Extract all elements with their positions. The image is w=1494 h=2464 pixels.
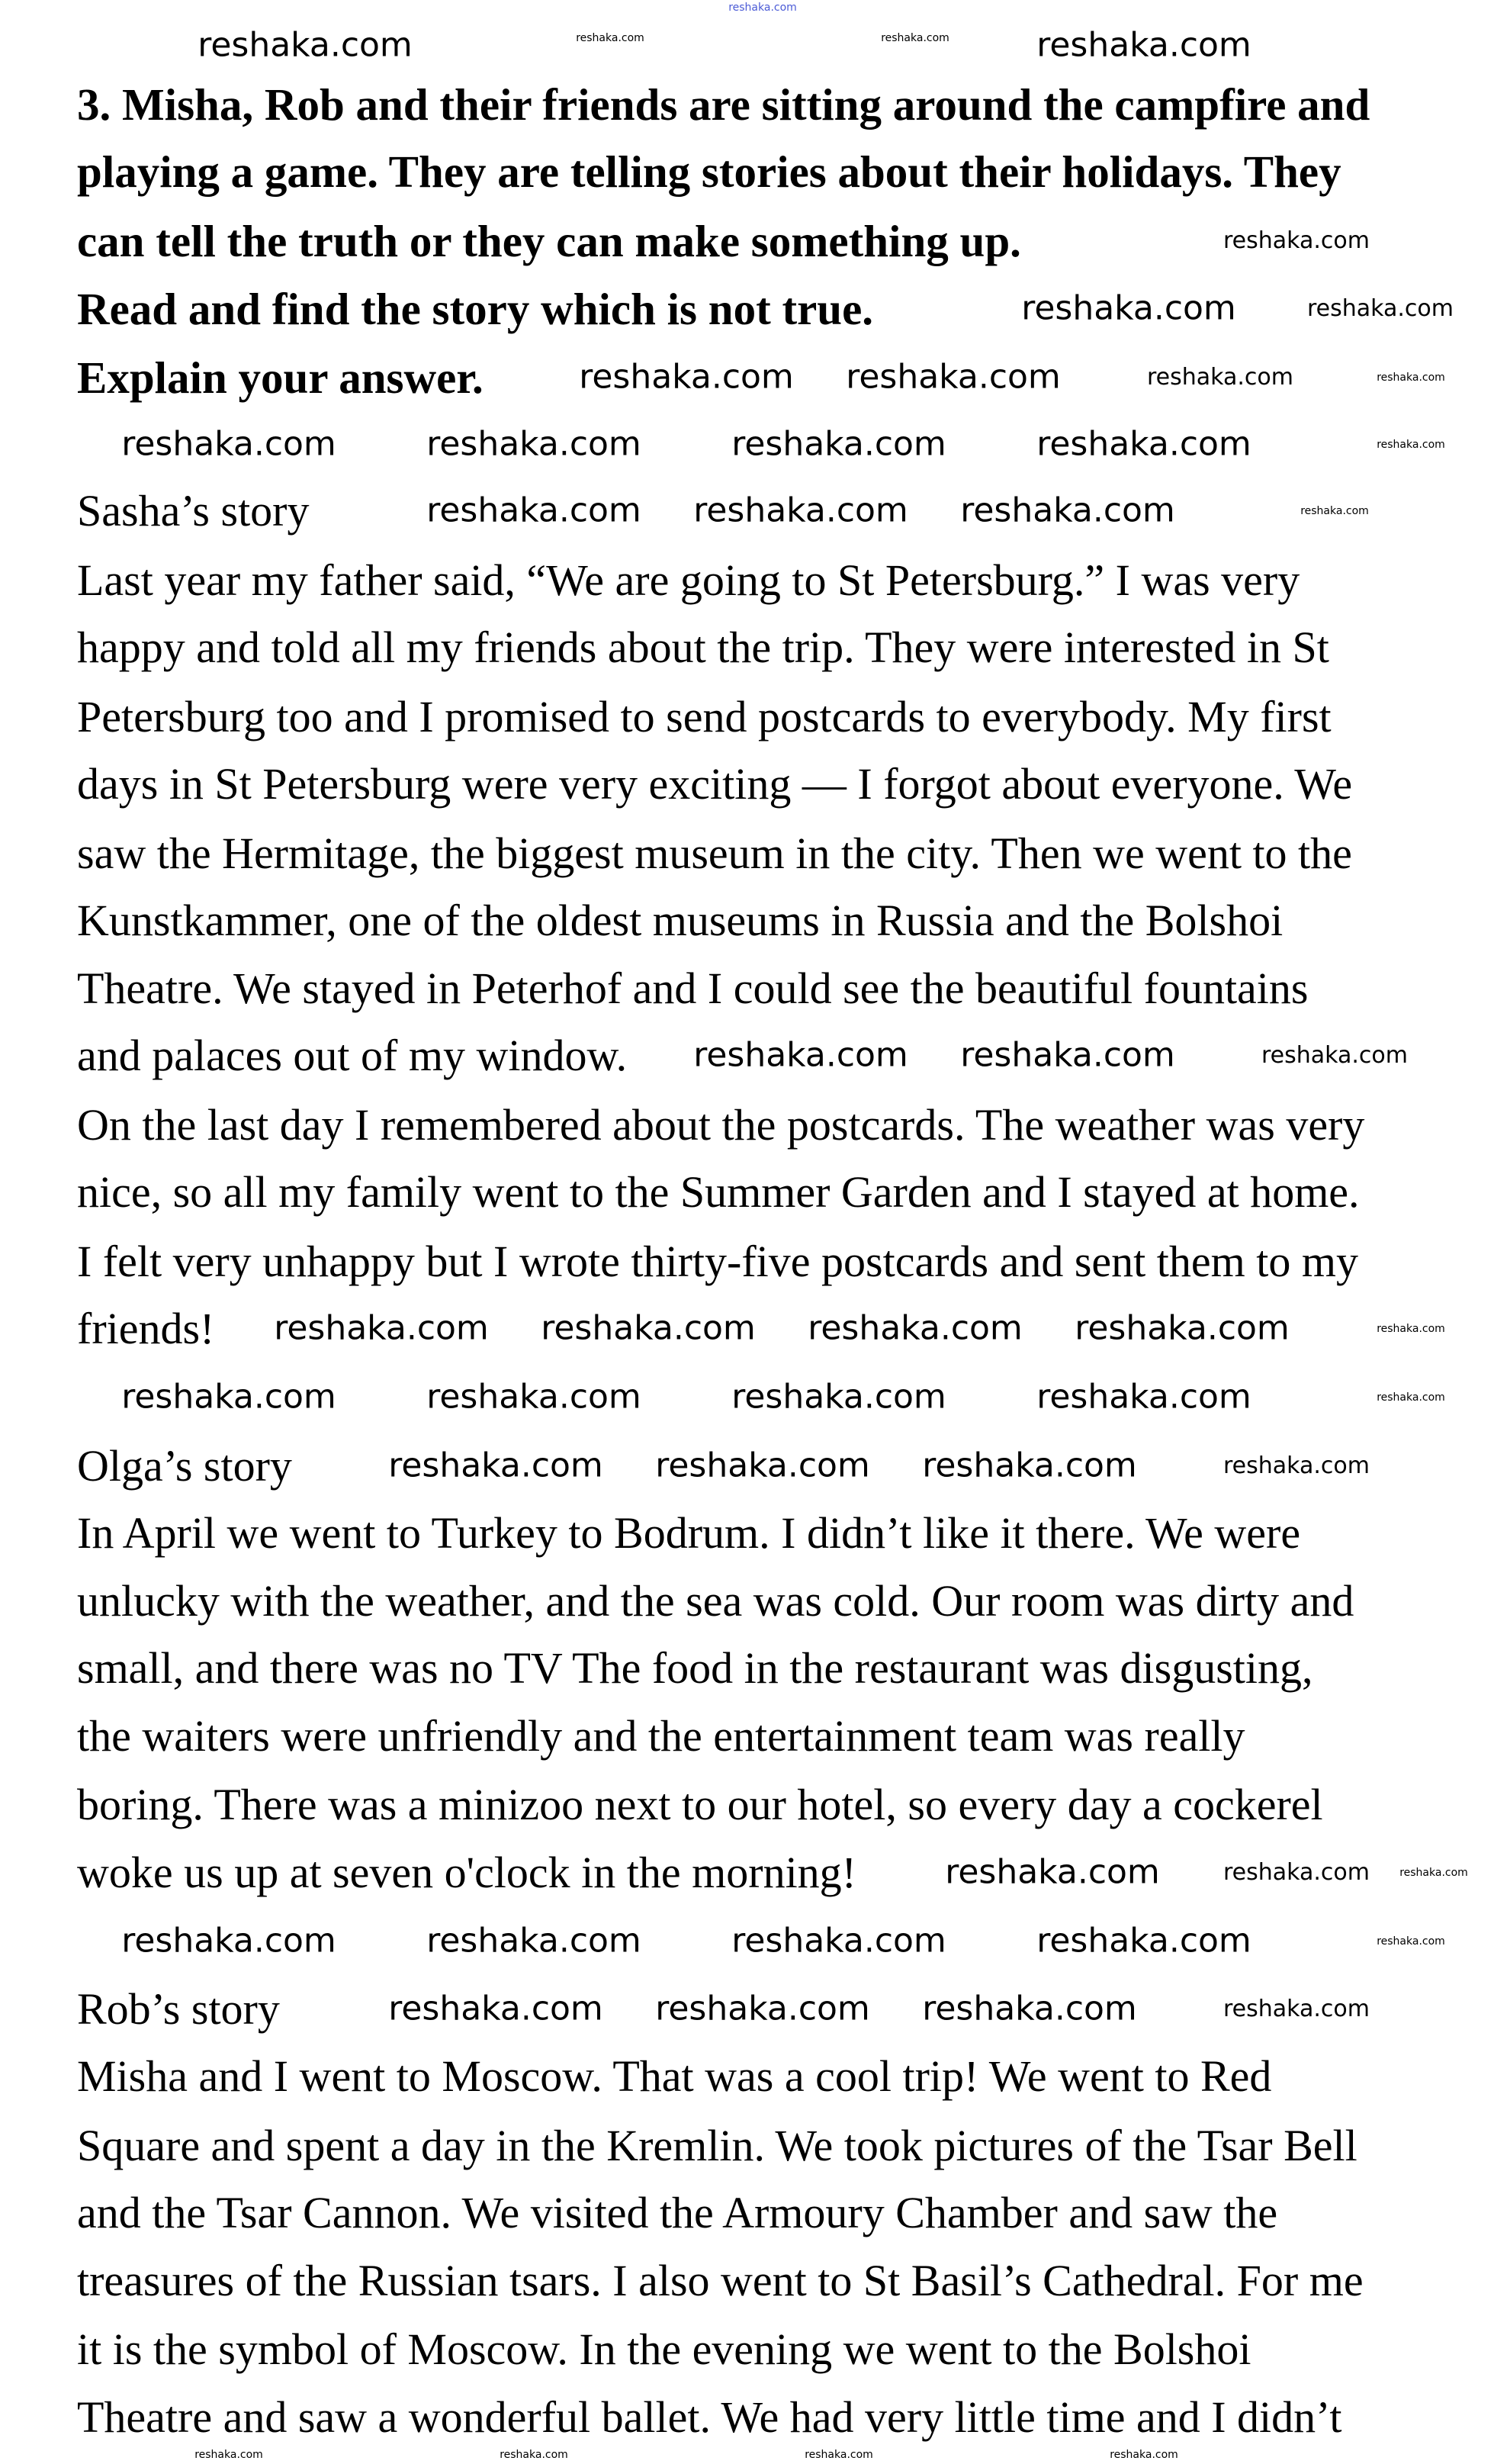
watermark: reshaka.com (576, 31, 644, 44)
task-line: Read and find the story which is not true. (77, 284, 874, 334)
watermark: reshaka.com (388, 1446, 603, 1485)
watermark: reshaka.com (922, 1446, 1137, 1485)
story-line: boring. There was a minizoo next to our hotel, so every day a cockerel (77, 1780, 1323, 1829)
watermark: reshaka.com (1036, 424, 1251, 464)
watermark: reshaka.com (731, 1377, 946, 1417)
watermark: reshaka.com (1223, 1858, 1370, 1886)
story-line: woke us up at seven o'clock in the morning! (77, 1848, 856, 1897)
story-line: treasures of the Russian tsars. I also went to St Basil’s Cathedral. For me (77, 2256, 1364, 2305)
watermark: reshaka.com (1377, 438, 1445, 451)
story-title: Rob’s story (77, 1984, 280, 2034)
watermark: reshaka.com (945, 1852, 1160, 1892)
top-watermark: reshaka.com (728, 1, 797, 14)
watermark: reshaka.com (1261, 1041, 1408, 1069)
story-line: small, and there was no TV The food in the restaurant was disgusting, (77, 1643, 1313, 1693)
watermark: reshaka.com (960, 491, 1175, 530)
watermark: reshaka.com (1377, 371, 1445, 384)
story-line: Square and spent a day in the Kremlin. We took pictures of the Tsar Bell (77, 2121, 1357, 2170)
watermark: reshaka.com (541, 1308, 756, 1348)
watermark: reshaka.com (1307, 294, 1454, 322)
watermark: reshaka.com (922, 1989, 1137, 2028)
story-line: and palaces out of my window. (77, 1031, 628, 1080)
story-line: Last year my father said, “We are going to St Petersburg.” I was very (77, 555, 1300, 605)
story-line: nice, so all my family went to the Summer Garden and I stayed at home. (77, 1167, 1360, 1217)
watermark: reshaka.com (194, 2448, 263, 2461)
story-line: unlucky with the weather, and the sea was cold. Our room was dirty and (77, 1576, 1354, 1626)
story-line: Kunstkammer, one of the oldest museums in Russia and the Bolshoi (77, 896, 1284, 945)
story-line: it is the symbol of Moscow. In the evening we went to the Bolshoi (77, 2324, 1251, 2374)
watermark: reshaka.com (426, 1921, 641, 1961)
watermark: reshaka.com (579, 357, 794, 397)
watermark: reshaka.com (808, 1308, 1023, 1348)
task-line: playing a game. They are telling stories about their holidays. They (77, 146, 1341, 197)
story-line: the waiters were unfriendly and the entertainment team was really (77, 1711, 1245, 1761)
story-line: and the Tsar Cannon. We visited the Armoury Chamber and saw the (77, 2188, 1278, 2237)
watermark: reshaka.com (1223, 1995, 1370, 2022)
story-line: On the last day I remembered about the postcards. The weather was very (77, 1100, 1365, 1150)
story-title: Olga’s story (77, 1441, 292, 1491)
watermark: reshaka.com (426, 424, 641, 464)
watermark: reshaka.com (881, 31, 949, 44)
story-line: In April we went to Turkey to Bodrum. I didn’t like it there. We were (77, 1508, 1301, 1558)
watermark: reshaka.com (693, 1035, 908, 1075)
task-line: Explain your answer. (77, 352, 484, 403)
watermark: reshaka.com (1377, 1935, 1445, 1948)
watermark: reshaka.com (960, 1035, 1175, 1075)
watermark: reshaka.com (1021, 288, 1236, 328)
watermark: reshaka.com (121, 1921, 336, 1961)
watermark: reshaka.com (426, 1377, 641, 1417)
watermark: reshaka.com (274, 1308, 489, 1348)
watermark: reshaka.com (500, 2448, 568, 2461)
watermark: reshaka.com (846, 357, 1061, 397)
watermark: reshaka.com (426, 491, 641, 530)
watermark: reshaka.com (1147, 363, 1293, 391)
watermark: reshaka.com (1223, 227, 1370, 254)
watermark: reshaka.com (1036, 1377, 1251, 1417)
watermark: reshaka.com (805, 2448, 873, 2461)
watermark: reshaka.com (1110, 2448, 1178, 2461)
watermark: reshaka.com (198, 25, 413, 65)
watermark: reshaka.com (655, 1989, 870, 2028)
watermark: reshaka.com (1399, 1866, 1468, 1879)
story-line: Petersburg too and I promised to send postcards to everybody. My first (77, 692, 1332, 741)
story-line: I felt very unhappy but I wrote thirty-five postcards and sent them to my (77, 1237, 1358, 1286)
story-line: Theatre. We stayed in Peterhof and I could see the beautiful fountains (77, 963, 1309, 1013)
story-line: days in St Petersburg were very exciting — I forgot about everyone. We (77, 759, 1353, 809)
watermark: reshaka.com (388, 1989, 603, 2028)
story-line: happy and told all my friends about the trip. They were interested in St (77, 622, 1329, 672)
watermark: reshaka.com (121, 424, 336, 464)
watermark: reshaka.com (731, 1921, 946, 1961)
watermark: reshaka.com (1075, 1308, 1290, 1348)
story-title: Sasha’s story (77, 486, 310, 536)
story-line: friends! (77, 1304, 215, 1353)
watermark: reshaka.com (1036, 25, 1251, 65)
watermark: reshaka.com (1223, 1452, 1370, 1479)
watermark: reshaka.com (1377, 1391, 1445, 1404)
task-line: can tell the truth or they can make something up. (77, 216, 1021, 266)
watermark: reshaka.com (121, 1377, 336, 1417)
watermark: reshaka.com (1300, 504, 1369, 517)
story-line: Misha and I went to Moscow. That was a cool trip! We went to Red (77, 2051, 1272, 2101)
watermark: reshaka.com (693, 491, 908, 530)
watermark: reshaka.com (1377, 1322, 1445, 1335)
story-line: Theatre and saw a wonderful ballet. We had very little time and I didn’t (77, 2392, 1342, 2442)
watermark: reshaka.com (655, 1446, 870, 1485)
task-line: 3. Misha, Rob and their friends are sitting around the campfire and (77, 79, 1370, 130)
story-line: saw the Hermitage, the biggest museum in the city. Then we went to the (77, 828, 1352, 878)
watermark: reshaka.com (1036, 1921, 1251, 1961)
watermark: reshaka.com (731, 424, 946, 464)
